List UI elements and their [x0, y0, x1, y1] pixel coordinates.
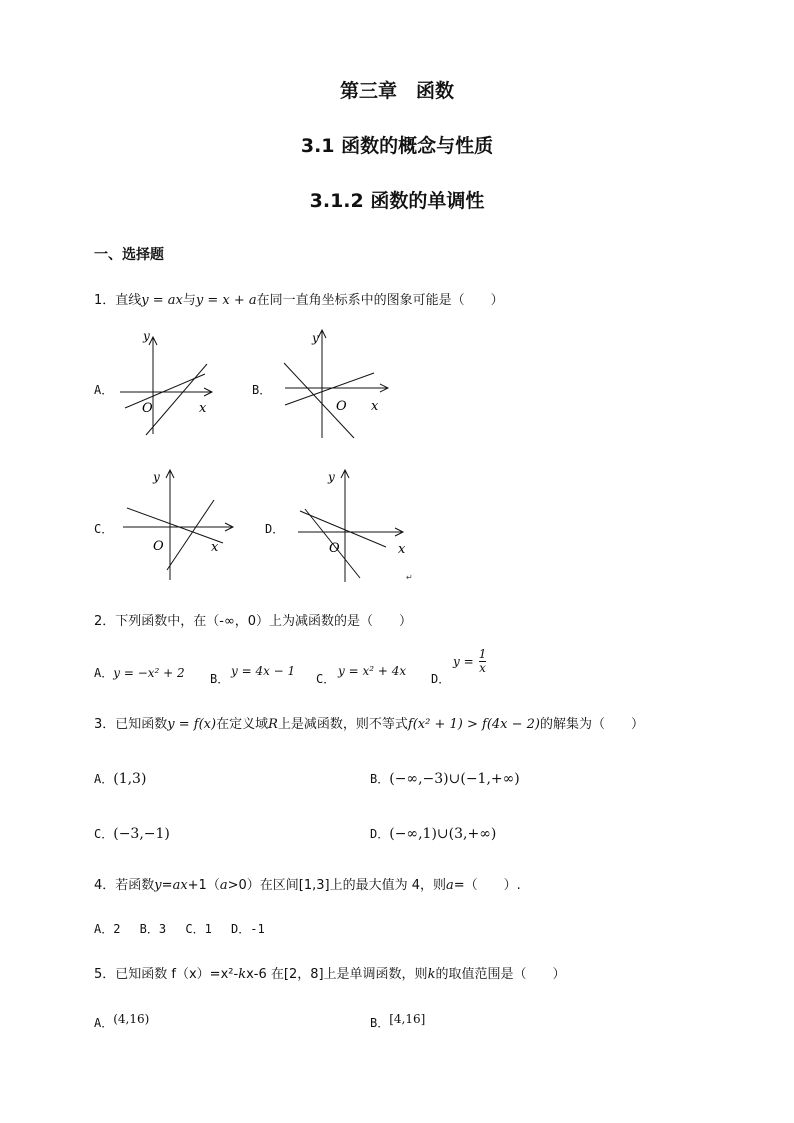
question-5: 5．已知函数 f（x）=x²-kx-6 在[2，8]上是单调函数，则k的取值范围是（ ） — [94, 967, 566, 982]
option-label: C． — [94, 827, 114, 841]
question-2-option-c — [316, 668, 335, 687]
axis-label-x: x — [199, 401, 207, 416]
formula: R — [268, 717, 278, 732]
line-2 — [167, 500, 214, 570]
formula: (4,16) — [113, 1012, 150, 1026]
axis-label-y: y — [153, 470, 160, 484]
question-3-option-c — [94, 823, 170, 842]
origin-label: O — [153, 539, 164, 554]
option-label: A． — [94, 383, 114, 397]
line-1 — [125, 374, 205, 408]
graph-option-d — [290, 462, 420, 587]
section-title: 3.1 函数的概念与性质 — [300, 135, 494, 157]
question-number: 1． — [94, 293, 116, 308]
question-3: 3．已知函数y = f(x)在定义域R上是减函数，则不等式f(x² + 1) > f(4x − 2)的解集为（ ） — [94, 717, 645, 732]
question-2: 2．下列函数中，在（-∞，0）上为减函数的是（ ） — [94, 614, 413, 629]
question-2-options — [94, 664, 185, 681]
chapter-title: 第三章 函数 — [339, 80, 454, 102]
question-3-option-a — [94, 768, 146, 787]
graph-option-c — [115, 462, 240, 584]
question-4: 4．若函数y=ax+1（a>0）在区间[1,3]上的最大值为 4，则a=（ ）. — [94, 878, 521, 893]
question-5-option-a — [94, 1008, 150, 1030]
option-label: A． — [94, 1016, 114, 1030]
axis-label-y: y — [143, 329, 150, 343]
question-4-options: A．2 B．3 C．1 D．-1 — [94, 922, 265, 936]
formula-fraction: $y = \frac{1}{x}$ — [453, 647, 487, 675]
axis-label-y: y — [312, 331, 319, 345]
part-heading: 一、选择题 — [94, 247, 164, 263]
option-label: D． — [431, 672, 451, 686]
question-1: 1．直线y = ax与y = x + a在同一直角坐标系中的图象可能是（ ） — [94, 293, 504, 308]
option-label: B． — [210, 672, 230, 686]
formula: y = x² + 4x — [338, 664, 407, 678]
origin-label: O — [336, 399, 347, 414]
formula: y = ax — [141, 293, 183, 308]
line-1 — [127, 508, 223, 543]
question-2-option-d — [431, 668, 450, 687]
option-label: A． — [94, 666, 114, 680]
formula: y = f(x) — [167, 717, 217, 732]
question-5-option-b — [370, 1008, 426, 1030]
option-label: B． — [252, 383, 272, 397]
option-label: B． — [370, 1016, 390, 1030]
origin-label: O — [329, 541, 340, 556]
formula: (−3,−1) — [113, 826, 170, 842]
formula: [4,16] — [389, 1012, 426, 1026]
option-label: D． — [370, 827, 390, 841]
formula: f(x² + 1) > f(4x − 2) — [407, 717, 540, 732]
formula: (−∞,−3)∪(−1,+∞) — [389, 771, 520, 787]
axis-label-x: x — [398, 542, 406, 557]
line-1 — [300, 511, 386, 547]
option-label: C． — [94, 522, 114, 536]
paragraph-mark: ↵ — [406, 573, 413, 582]
origin-label: O — [142, 401, 153, 416]
graph-option-b — [275, 322, 395, 442]
formula: y = x + a — [195, 293, 257, 308]
formula: (−∞,1)∪(3,+∞) — [389, 826, 497, 842]
axis-label-x: x — [371, 399, 379, 414]
subsection-title: 3.1.2 函数的单调性 — [309, 190, 485, 212]
line-2 — [146, 364, 207, 435]
question-3-option-d — [370, 823, 496, 842]
formula: y = 4x − 1 — [231, 664, 296, 678]
option-label: A． — [94, 772, 114, 786]
question-3-option-b — [370, 768, 520, 787]
formula: y = −x² + 2 — [113, 666, 185, 680]
axis-label-x: x — [211, 540, 219, 555]
axis-label-y: y — [328, 470, 335, 484]
formula: (1,3) — [113, 771, 147, 787]
graph-option-a — [110, 322, 220, 442]
option-label: C． — [316, 672, 336, 686]
option-label: B． — [370, 772, 390, 786]
question-2-option-b — [210, 668, 229, 687]
option-label: D． — [265, 522, 285, 536]
